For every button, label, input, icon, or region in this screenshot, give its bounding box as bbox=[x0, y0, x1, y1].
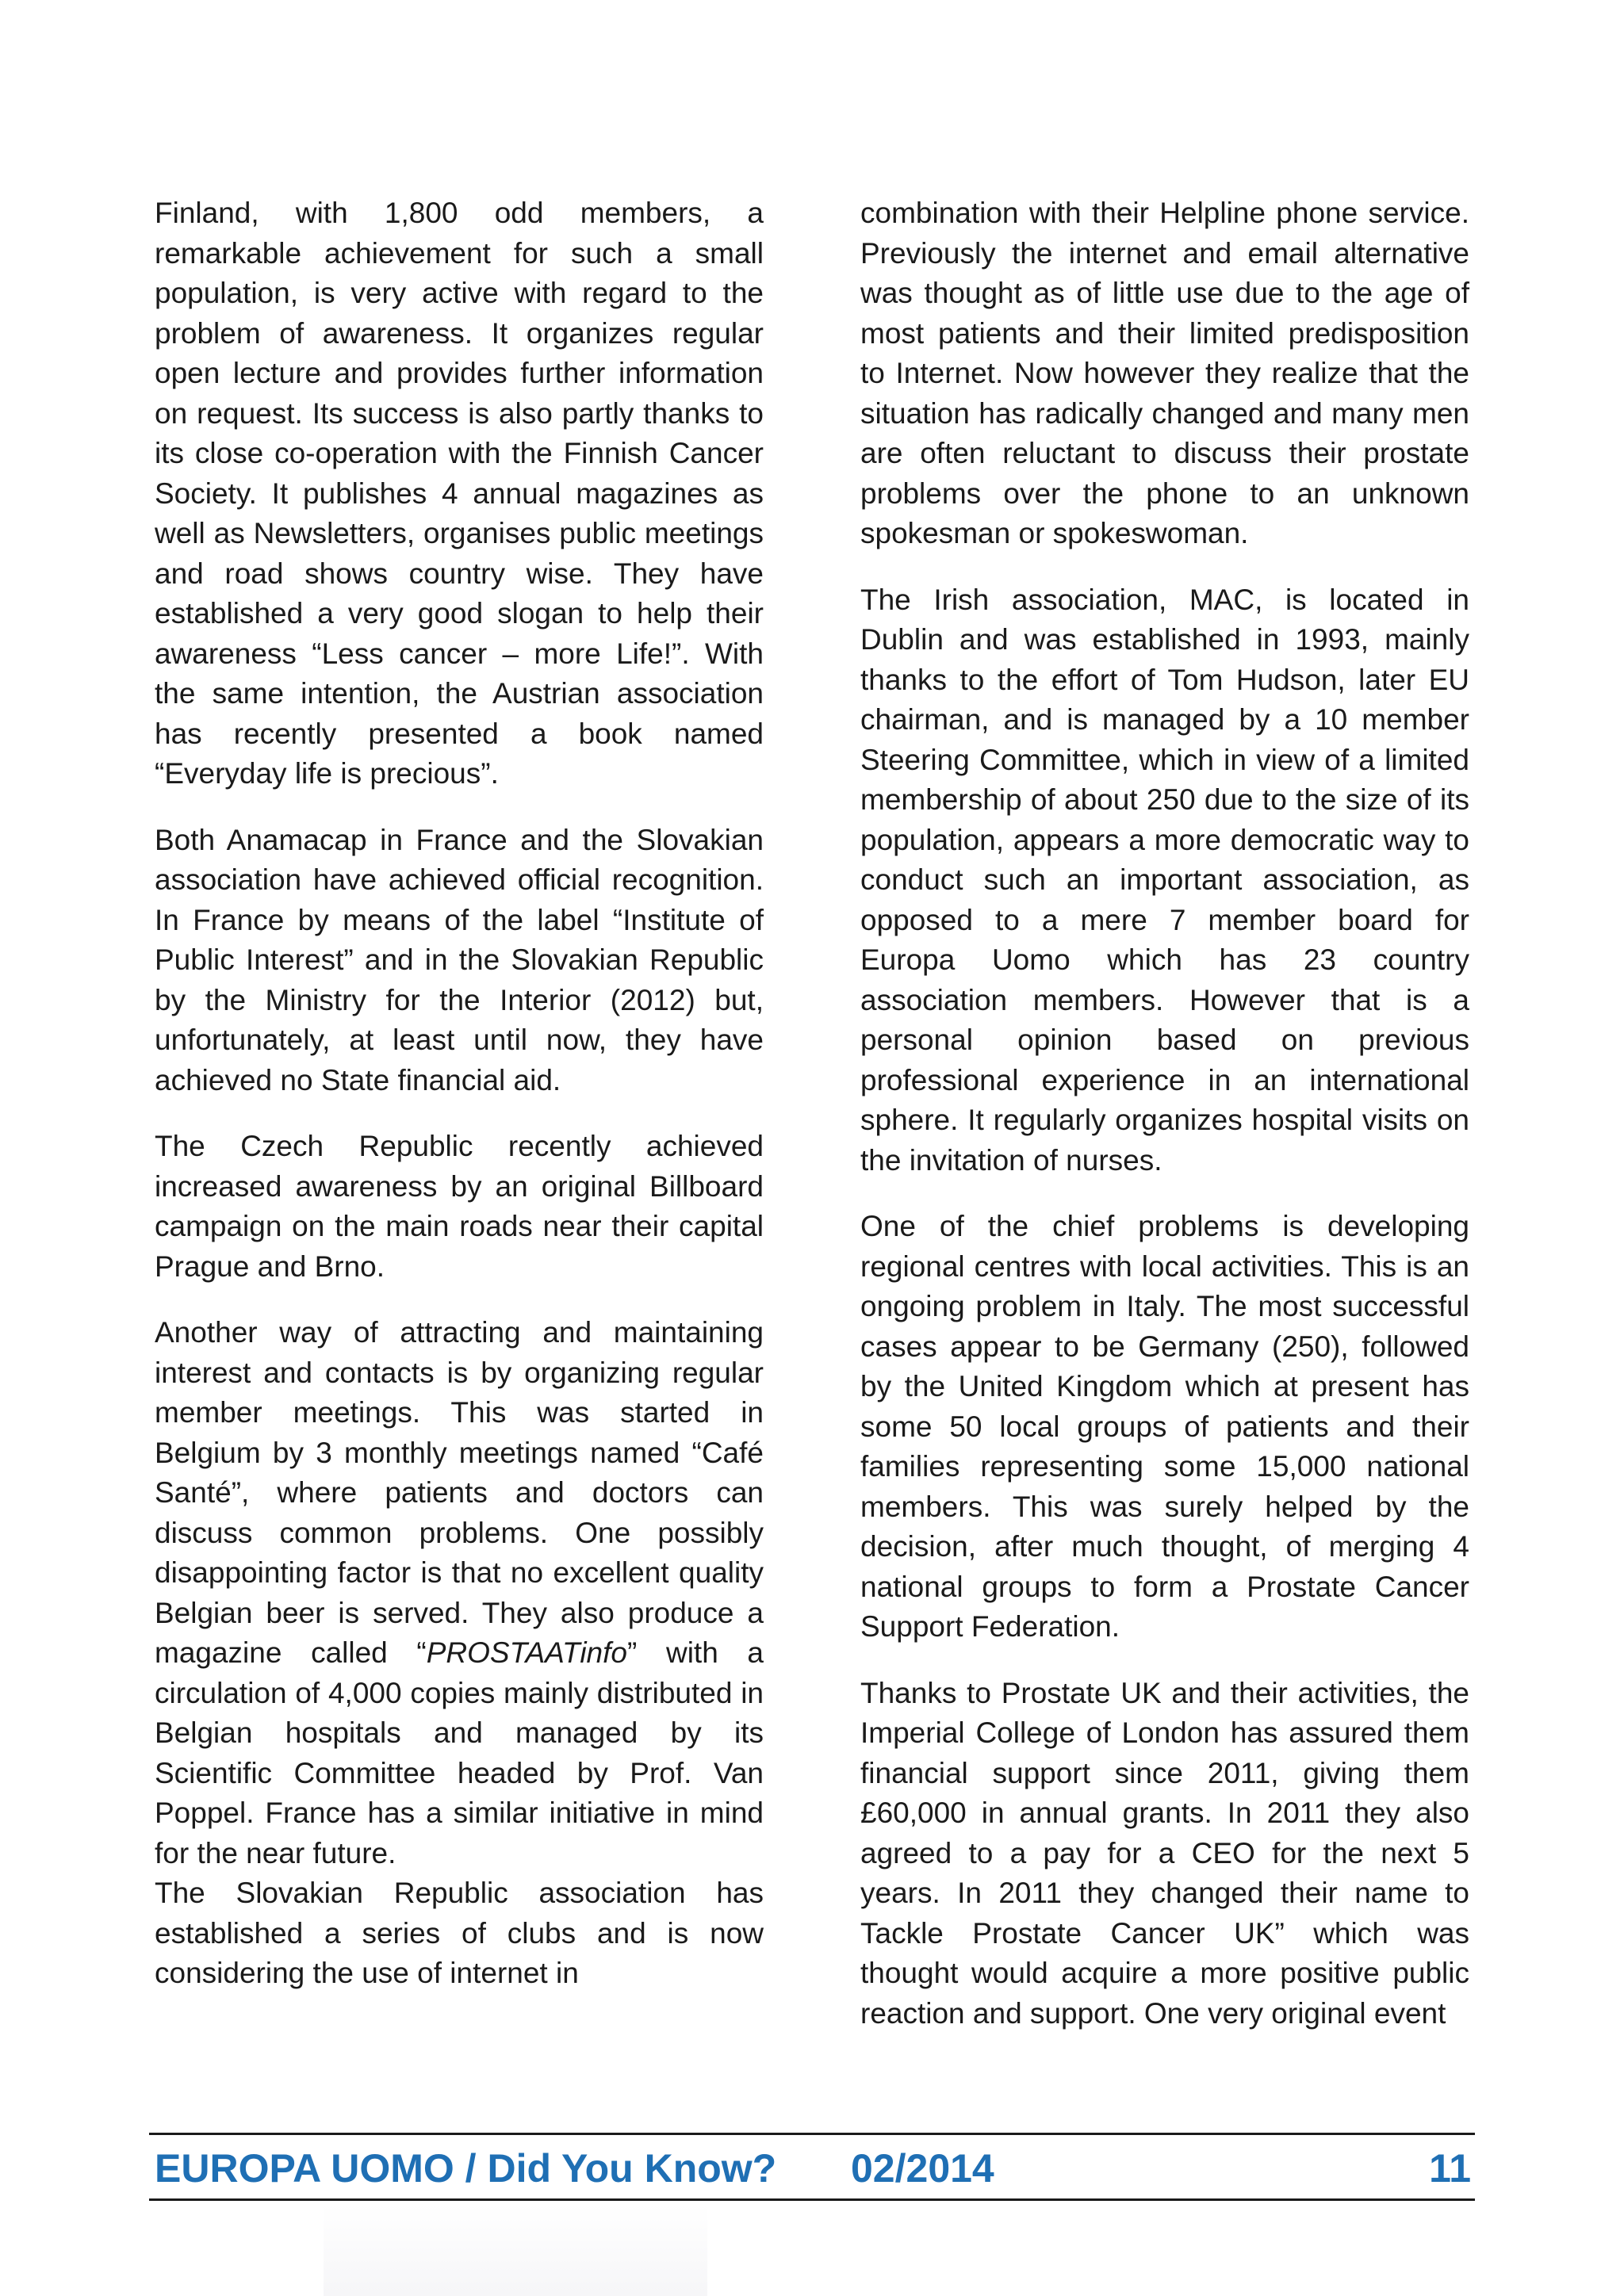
paragraph-meetings bbox=[155, 1313, 764, 1873]
footer-issue: 02/2014 bbox=[851, 2146, 994, 2191]
paragraph-slovakian-clubs: The Slovakian Republic association has established a series of clubs and is now considering the use of internet in bbox=[155, 1877, 764, 1989]
paragraph-czech: The Czech Republic recently achieved increased awareness by an original Billboard campaign on the main roads near their capital Prague and Brno. bbox=[155, 1130, 764, 1283]
footer-title: EUROPA UOMO / Did You Know? bbox=[155, 2146, 777, 2191]
page-number: 11 bbox=[1429, 2146, 1471, 2191]
paragraph-prostate-uk: Thanks to Prostate UK and their activities, the Imperial College of London has assured them financial support since 2011, giving them £60,000 in annual grants. In 2011 they also agreed to a pay for a CEO for the next 5 years. In 2011 they changed their name to Tackle Prostate Cancer UK” which was thought would acquire a more positive public reaction and support. One very original event bbox=[860, 1676, 1469, 2030]
scan-shadow bbox=[324, 2204, 707, 2296]
footer bbox=[155, 2141, 1471, 2196]
paragraph-meetings-text-1: Another way of attracting and maintaining interest and contacts is by organizing regular member meetings. This was started in Belgium by 3 monthly meetings named “Café Santé”, where patients and doctors can discuss common problems. One possibly disappointing factor is that no excellent quality Belgian beer is served. They also produce a magazine called “ bbox=[155, 1316, 764, 1669]
magazine-title: PROSTAATinfo bbox=[426, 1636, 627, 1669]
paragraph-irish: The Irish association, MAC, is located in Dublin and was established in 1993, mainly thanks to the effort of Tom Hudson, later EU chairman, and is managed by a 10 member Steering Committee, which in view of a limited membership of about 250 due to the size of its population, appears a more democratic way to conduct such an important association, as opposed to a mere 7 member board for Europa Uomo which has 23 country association members. However that is a personal opinion based on previous professional experience in an international sphere. It regularly organizes hospital visits on the invitation of nurses. bbox=[860, 583, 1469, 1177]
paragraph-regional: One of the chief problems is developing regional centres with local activities. This is an ongoing problem in Italy. The most successful cases appear to be Germany (250), followed by the United Kingdom which at present has some 50 local groups of patients and their families representing some 15,000 national members. This was surely helped by the decision, after much thought, of merging 4 national groups to form a Prostate Cancer Support Federation. bbox=[860, 1210, 1469, 1643]
paragraph-recognition: Both Anamacap in France and the Slovakian association have achieved official recognition. In France by means of the label “Institute of Public Interest” and in the Slovakian Republic by the Ministry for the Interior (2012) but, unfortunately, at least until now, they have achieved no State financial aid. bbox=[155, 823, 764, 1096]
footer-top-rule bbox=[149, 2133, 1475, 2135]
paragraph-meetings-text-2: ” with a circulation of 4,000 copies mainly distributed in Belgian hospitals and managed by its Scientific Committee headed by Prof. Van Poppel. France has a similar initiative in mind for the near future. bbox=[155, 1636, 764, 1869]
footer-bottom-rule bbox=[149, 2198, 1475, 2201]
paragraph-finland: Finland, with 1,800 odd members, a remarkable achievement for such a small population, is very active with regard to the problem of awareness. It organizes regular open lecture and provides further information on request. Its success is also partly thanks to its close co-operation with the Finnish Cancer Society. It publishes 4 annual magazines as well as Newsletters, organises public meetings and road shows country wise. They have established a very good slogan to help their awareness “Less cancer – more Life!”. With the same intention, the Austrian association has recently presented a book named “Everyday life is precious”. bbox=[155, 197, 764, 790]
paragraph-helpline: combination with their Helpline phone service. Previously the internet and email alternative was thought as of little use due to the age of most patients and their limited predisposition to Internet. Now however they realize that the situation has radically changed and many men are often reluctant to discuss their prostate problems over the phone to an unknown spokesman or spokeswoman. bbox=[860, 197, 1469, 549]
left-column bbox=[155, 193, 764, 1994]
right-column bbox=[860, 193, 1469, 2034]
